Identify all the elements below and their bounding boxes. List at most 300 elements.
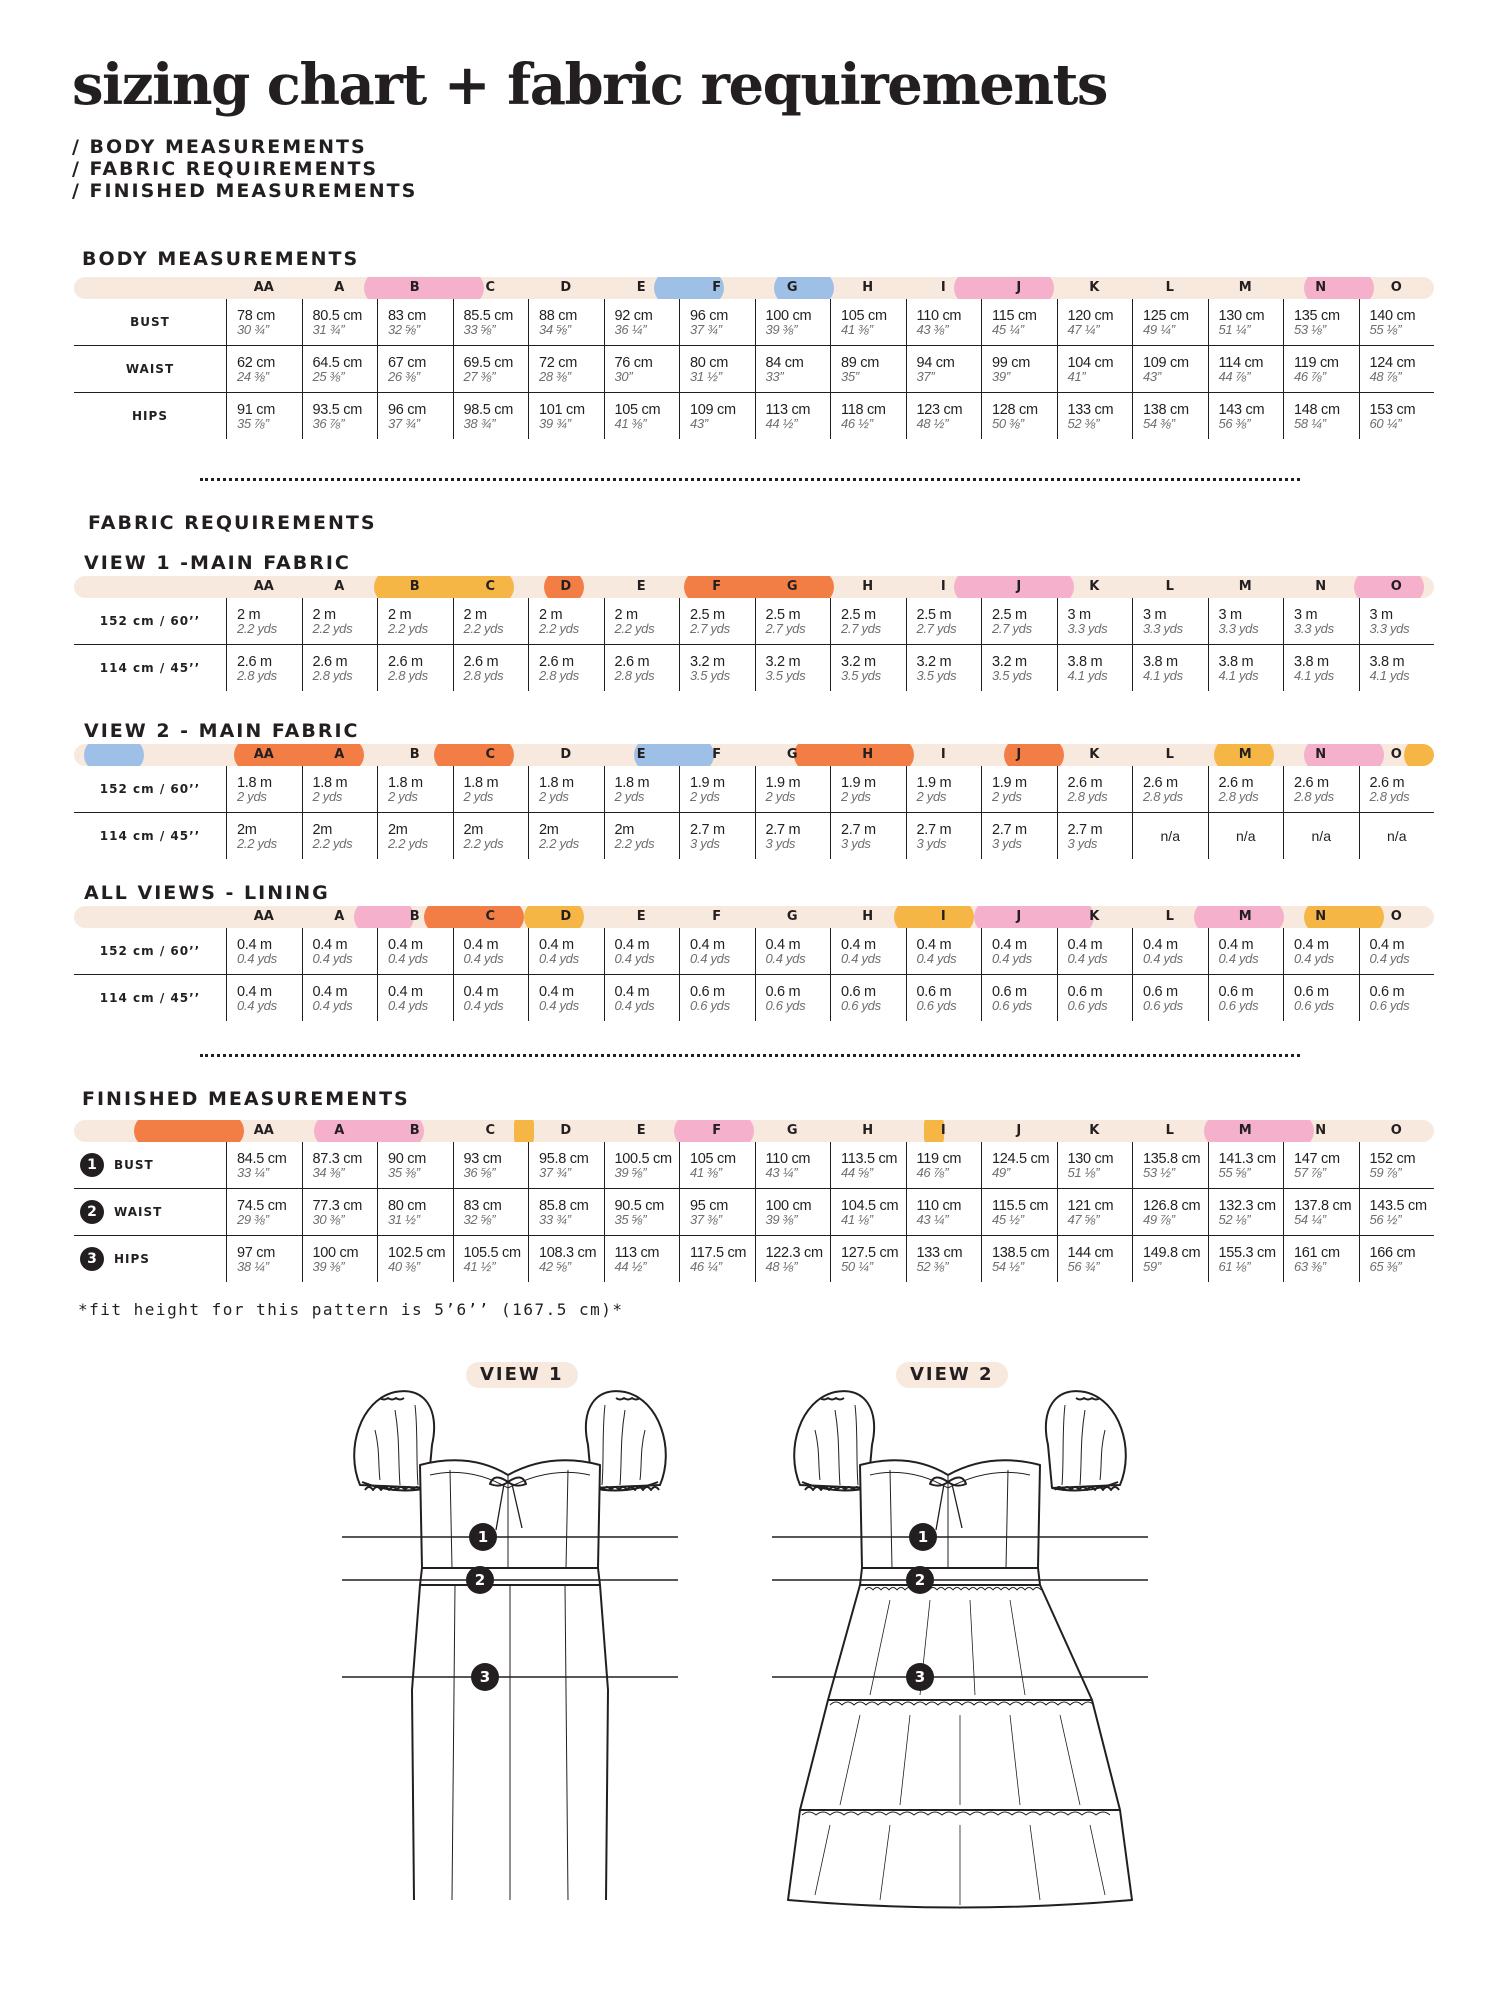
table-cell [604,393,680,439]
table-cell [830,299,906,345]
imperial-value: 37 ⅜” [690,1211,722,1227]
decorative-swoosh [84,744,144,766]
imperial-value: 0.4 yds [388,997,428,1013]
size-header: G [786,909,798,924]
table-cell [226,813,302,859]
table-cell [1359,645,1435,691]
table-cell [1132,299,1208,345]
row-label-text: BUST [130,315,170,329]
size-header: E [636,579,646,594]
metric-value: 0.6 m [765,983,801,1000]
imperial-value: 26 ⅜” [388,368,420,384]
size-header: AA [253,1123,274,1138]
imperial-value: 4.1 yds [1067,667,1108,683]
measure-number-badge: 3 [80,1247,104,1271]
metric-value: 2 m [614,606,638,623]
imperial-value: 36 ⅝” [463,1164,496,1180]
size-header: AA [253,909,274,924]
table-cell [1359,928,1435,974]
table-cell [453,393,529,439]
metric-value: 0.4 m [388,983,423,1000]
marker-waist: 2 [914,1571,926,1589]
metric-value: 2.6 m [1143,774,1178,791]
table-cell [1132,393,1208,439]
marker-bust: 1 [477,1528,489,1546]
imperial-value: 56 ½” [1369,1211,1402,1227]
imperial-value: 2.2 yds [312,835,353,851]
size-header-row [74,744,1434,766]
table-cell [981,598,1057,644]
metric-value: 1.8 m [614,774,650,791]
table-cell [1359,598,1435,644]
table-cell [1208,975,1284,1021]
row-label [74,1189,232,1235]
table-cell [302,299,378,345]
metric-value: 2.6 m [1067,774,1103,791]
imperial-value: 43” [690,415,708,431]
table-cell [453,1236,529,1282]
table-cell [377,346,453,392]
metric-value: 108.3 cm [539,1244,597,1261]
imperial-value: 2.7 yds [992,620,1032,636]
metric-value: 0.4 m [312,936,348,953]
metric-value: 124 cm [1369,354,1416,371]
metric-value: 2 m [388,606,412,623]
imperial-value: 37 ¾” [539,1164,571,1180]
metric-value: 144 cm [1067,1244,1114,1261]
table-cell [755,645,831,691]
imperial-value: 52 ⅜” [916,1258,949,1274]
table-cell [1359,393,1435,439]
table-cell [377,975,453,1021]
imperial-value: 46 ⅞” [1294,368,1326,384]
view2-label: VIEW 2 [896,1362,1008,1388]
measure-number-badge: 2 [80,1200,104,1224]
metric-value: 2.6 m [1369,774,1405,791]
lining-heading: ALL VIEWS - LINING [84,882,330,904]
metric-value: 80.5 cm [312,307,362,324]
size-header: B [409,747,420,762]
table-cell [604,645,680,691]
imperial-value: 0.4 yds [690,950,730,966]
imperial-value: 3 yds [916,835,947,851]
imperial-value: 48 ⅞” [1369,368,1402,384]
size-header: I [940,1123,946,1138]
imperial-value: 0.4 yds [1294,950,1334,966]
metric-value: 3.8 m [1218,653,1254,670]
table-cell [604,1189,680,1235]
metric-value: 1.9 m [690,774,725,791]
metric-value: 147 cm [1294,1150,1340,1167]
imperial-value: 2 yds [916,788,947,804]
table-cell [1283,393,1359,439]
table-cell [755,975,831,1021]
imperial-value: 3.3 yds [1294,620,1334,636]
metric-value: 2m [463,821,484,838]
table-cell [226,393,302,439]
table-cell [906,813,982,859]
imperial-value: 2.8 yds [312,667,353,683]
metric-value: 1.9 m [916,774,952,791]
metric-value: 2.7 m [690,821,725,838]
table-cell [906,928,982,974]
imperial-value: 54 ⅜” [1143,415,1175,431]
imperial-value: 30” [614,368,633,384]
size-header: C [485,747,496,762]
table-cell [679,299,755,345]
table-cell [679,928,755,974]
imperial-value: 2.2 yds [614,835,655,851]
metric-value: 155.3 cm [1218,1244,1276,1261]
metric-value: 90.5 cm [614,1197,664,1214]
table-cell [830,813,906,859]
imperial-value: 0.4 yds [1067,950,1108,966]
metric-value: 94 cm [916,354,955,371]
table-cell [1057,928,1133,974]
metric-value: 2m [237,821,257,838]
view2-fabric-table [74,744,1434,859]
table-cell [226,299,302,345]
table-cell [830,1236,906,1282]
metric-value: 2.6 m [463,653,499,670]
metric-value: 153 cm [1369,401,1416,418]
metric-value: 89 cm [841,354,879,371]
table-cell [981,928,1057,974]
metric-value: 0.4 m [388,936,423,953]
imperial-value: 31 ½” [690,368,722,384]
imperial-value: 2.8 yds [1218,788,1259,804]
imperial-value: 2.8 yds [539,667,579,683]
table-row [74,1236,1434,1282]
metric-value: 0.4 m [992,936,1027,953]
imperial-value: 0.4 yds [765,950,806,966]
metric-value: 92 cm [614,307,653,324]
finished-measurements-table [74,1120,1434,1282]
imperial-value: 0.4 yds [614,997,655,1013]
table-cell [1208,813,1284,859]
toc-item: / FINISHED MEASUREMENTS [72,180,418,202]
table-cell [377,766,453,812]
imperial-value: 35 ⅞” [237,415,269,431]
imperial-value: 2.7 yds [765,620,806,636]
table-cell [528,766,604,812]
imperial-value: 2.8 yds [388,667,428,683]
size-header: C [485,579,496,594]
table-cell [226,928,302,974]
size-header: M [1238,909,1252,924]
size-header: M [1238,280,1252,295]
metric-value: 85.5 cm [463,307,513,324]
imperial-value: 2.2 yds [388,835,428,851]
imperial-value: 38 ¾” [463,415,496,431]
metric-value: 1.8 m [237,774,272,791]
imperial-value: 35 ⅜” [388,1164,420,1180]
size-header: K [1089,1123,1100,1138]
size-header: L [1165,909,1174,924]
table-cell [1283,1142,1359,1188]
table-cell [226,1236,302,1282]
imperial-value: 0.4 yds [1143,950,1183,966]
table-cell [528,975,604,1021]
imperial-value: 33 ¼” [237,1164,269,1180]
metric-value: n/a [1160,828,1180,844]
metric-value: 110 cm [765,1150,811,1167]
metric-value: 2.6 m [614,653,650,670]
table-cell [1359,1189,1435,1235]
table-cell [604,928,680,974]
metric-value: 83 cm [388,307,426,324]
marker-hips: 3 [914,1668,926,1686]
imperial-value: 44 ½” [614,1258,647,1274]
imperial-value: 24 ⅜” [237,368,269,384]
metric-value: 84 cm [765,354,804,371]
metric-value: 104 cm [1067,354,1114,371]
table-cell [906,598,982,644]
table-cell [302,1142,378,1188]
metric-value: 2m [614,821,635,838]
imperial-value: 39 ¾” [539,415,571,431]
metric-value: n/a [1236,828,1256,844]
view2-dress-illustration [770,1370,1150,1910]
metric-value: 2.6 m [1294,774,1329,791]
metric-value: 124.5 cm [992,1150,1050,1167]
metric-value: 97 cm [237,1244,275,1261]
metric-value: 0.6 m [1218,983,1254,1000]
metric-value: 2m [539,821,559,838]
table-cell [453,975,529,1021]
row-label [74,346,226,392]
imperial-value: 2.7 yds [841,620,881,636]
metric-value: 1.8 m [388,774,423,791]
table-cell [755,813,831,859]
size-header: J [1016,747,1022,762]
dotted-divider [200,478,1300,481]
metric-value: 1.9 m [765,774,801,791]
table-cell [302,813,378,859]
imperial-value: 32 ⅝” [463,1211,496,1227]
table-cell [1359,1142,1435,1188]
table-cell [1283,598,1359,644]
imperial-value: 3.3 yds [1143,620,1183,636]
table-cell [302,346,378,392]
metric-value: 98.5 cm [463,401,513,418]
size-header: K [1089,579,1100,594]
metric-value: 0.4 m [690,936,725,953]
table-cell [679,346,755,392]
table-cell [830,645,906,691]
imperial-value: 0.6 yds [765,997,806,1013]
metric-value: 2.7 m [765,821,801,838]
table-cell [1359,346,1435,392]
table-cell [755,393,831,439]
metric-value: 99 cm [992,354,1030,371]
imperial-value: 3.5 yds [841,667,881,683]
table-cell [1057,393,1133,439]
size-header: B [409,280,420,295]
imperial-value: 39 ⅝” [614,1164,647,1180]
metric-value: 67 cm [388,354,426,371]
metric-value: 115 cm [992,307,1037,324]
table-cell [755,1236,831,1282]
table-cell [302,766,378,812]
size-header: D [560,579,572,594]
metric-value: 109 cm [690,401,736,418]
table-cell [906,766,982,812]
imperial-value: 33” [765,368,784,384]
imperial-value: 0.6 yds [1218,997,1259,1013]
table-row [74,598,1434,645]
metric-value: 2 m [237,606,261,623]
table-cell [679,645,755,691]
table-cell [1208,1189,1284,1235]
view1-dress-illustration [340,1370,680,1910]
table-cell [1359,299,1435,345]
imperial-value: 56 ⅜” [1218,415,1251,431]
row-label-text: 152 cm / 60’’ [99,944,201,958]
table-cell [755,299,831,345]
table-cell [528,645,604,691]
metric-value: 0.6 m [690,983,725,1000]
metric-value: 0.4 m [463,936,499,953]
metric-value: 0.6 m [841,983,876,1000]
table-cell [1132,346,1208,392]
imperial-value: 2.7 yds [690,620,730,636]
size-header: O [1390,747,1402,762]
row-label-text: BUST [114,1158,154,1172]
metric-value: 2.7 m [992,821,1027,838]
table-cell [226,346,302,392]
metric-value: 0.4 m [1067,936,1103,953]
metric-value: 0.6 m [1369,983,1405,1000]
table-cell [377,1142,453,1188]
imperial-value: 2 yds [463,788,494,804]
imperial-value: 2 yds [841,788,871,804]
table-cell [453,766,529,812]
row-label-text: 152 cm / 60’’ [99,614,201,628]
table-cell [453,346,529,392]
metric-value: 2 m [463,606,487,623]
table-cell [679,1142,755,1188]
imperial-value: 0.6 yds [690,997,730,1013]
imperial-value: 2.2 yds [539,620,579,636]
row-label [74,1236,232,1282]
metric-value: 148 cm [1294,401,1340,418]
imperial-value: 32 ⅝” [388,321,420,337]
metric-value: 0.4 m [463,983,499,1000]
imperial-value: 2.8 yds [1067,788,1108,804]
size-header: F [712,1123,722,1138]
metric-value: 2.5 m [841,606,876,623]
view2-fabric-heading: VIEW 2 - MAIN FABRIC [84,720,360,742]
metric-value: 91 cm [237,401,275,418]
table-cell [377,645,453,691]
imperial-value: 3 yds [765,835,796,851]
imperial-value: 43 ¼” [765,1164,798,1180]
table-cell [302,598,378,644]
metric-value: 72 cm [539,354,577,371]
table-cell [1132,975,1208,1021]
metric-value: n/a [1311,828,1331,844]
fit-height-note: *fit height for this pattern is 5’6’’ (167.5 cm)* [78,1300,624,1319]
metric-value: 1.8 m [312,774,348,791]
imperial-value: 43” [1143,368,1161,384]
table-cell [1359,1236,1435,1282]
table-cell [453,928,529,974]
imperial-value: 0.4 yds [1218,950,1259,966]
metric-value: 140 cm [1369,307,1416,324]
table-cell [981,645,1057,691]
size-header: H [862,280,874,295]
imperial-value: 60 ¼” [1369,415,1402,431]
size-header-row [74,277,1434,299]
imperial-value: 47 ⅝” [1067,1211,1100,1227]
imperial-value: 3.5 yds [690,667,730,683]
metric-value: 0.4 m [237,983,272,1000]
metric-value: 0.4 m [614,936,650,953]
imperial-value: 39 ⅜” [765,1211,798,1227]
imperial-value: 35” [841,368,859,384]
size-header: M [1238,579,1252,594]
size-header: AA [253,280,274,295]
table-cell [830,766,906,812]
size-header: F [712,579,722,594]
size-header: AA [253,579,274,594]
metric-value: 135.8 cm [1143,1150,1201,1167]
size-header: A [334,909,345,924]
table-cell [755,928,831,974]
metric-value: 0.4 m [237,936,272,953]
size-header: K [1089,747,1100,762]
imperial-value: 3.5 yds [992,667,1032,683]
size-header: M [1238,747,1252,762]
imperial-value: 2.2 yds [237,835,277,851]
imperial-value: 0.4 yds [463,950,504,966]
metric-value: 0.4 m [916,936,952,953]
table-cell [679,813,755,859]
imperial-value: 46 ⅞” [916,1164,949,1180]
imperial-value: 36 ¼” [614,321,647,337]
metric-value: 3.8 m [1294,653,1329,670]
imperial-value: 33 ¾” [539,1211,571,1227]
table-cell [1132,645,1208,691]
metric-value: 109 cm [1143,354,1189,371]
metric-value: 141.3 cm [1218,1150,1276,1167]
metric-value: 100 cm [312,1244,359,1261]
table-cell [1283,813,1359,859]
table-cell [906,1189,982,1235]
table-cell [830,1142,906,1188]
table-cell [981,975,1057,1021]
table-cell [453,299,529,345]
table-cell [1132,1236,1208,1282]
table-cell [226,598,302,644]
metric-value: 77.3 cm [312,1197,362,1214]
table-cell [1208,393,1284,439]
table-row [74,1189,1434,1236]
table-cell [1283,1189,1359,1235]
table-cell [604,766,680,812]
imperial-value: 3.5 yds [916,667,957,683]
metric-value: 143 cm [1218,401,1265,418]
imperial-value: 36 ⅞” [312,415,345,431]
imperial-value: 2 yds [539,788,569,804]
metric-value: 143.5 cm [1369,1197,1427,1214]
table-cell [1132,928,1208,974]
metric-value: 2 m [312,606,336,623]
imperial-value: 31 ¾” [312,321,345,337]
size-header: A [334,747,345,762]
imperial-value: 44 ⅝” [841,1164,873,1180]
